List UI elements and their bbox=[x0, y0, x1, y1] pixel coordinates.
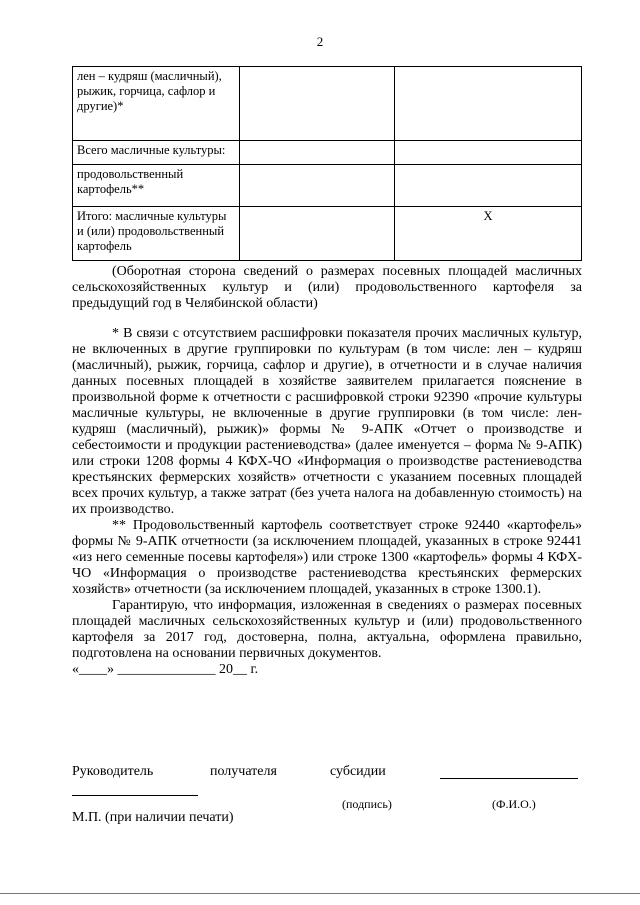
page-number: 2 bbox=[316, 34, 324, 49]
signature-line bbox=[72, 795, 198, 796]
table-caption: (Оборотная сторона сведений о размерах посевных площадей масличных сельскохозяйственных культур и (или) продовольственного картофеля за предыдущий год в Челябинской области) bbox=[72, 264, 582, 311]
table-cell-label: Итого: масличные культуры и (или) продовольственный картофель bbox=[73, 207, 240, 261]
name-caption: (Ф.И.О.) bbox=[492, 797, 536, 811]
table-row bbox=[73, 165, 582, 207]
table-cell bbox=[395, 67, 582, 141]
document-body bbox=[72, 264, 582, 678]
signature-word-head: Руководитель bbox=[72, 764, 154, 779]
table-row bbox=[73, 141, 582, 165]
name-line bbox=[440, 778, 578, 779]
scan-edge-divider bbox=[0, 893, 640, 894]
table-cell bbox=[240, 141, 395, 165]
footnote-oil-crops: * В связи с отсутствием расшифровки показателя прочих масличных культур, не включенных в другие группировки по культурам (в том числе: лен – кудряш (масличный), рыжик, горчица, сафлор и другие), в отчетности и в случае наличия данных посевных площадей в хозяйстве заявителем прилагается пояснение в произвольной форме к отчетности с расшифровкой строки 92390 «прочие культуры масличные культуры, не включенные в другие группировки (в том числе: лен-кудряш (масличный), рыжик)» формы № 9-АПК «Отчет о производстве и себестоимости и продукции растениеводства» (далее именуется – форма № 9-АПК) или строки 1208 формы 4 КФХ-ЧО «Информация о производстве растениеводства крестьянских фермерских хозяйств» отчетности с указанием посевных площадей всех прочих культур, а также затрат (без учета налога на добавленную стоимость) на их производство. bbox=[72, 326, 582, 517]
signature-word-subsidy: субсидии bbox=[330, 764, 386, 779]
date-line: «____» ______________ 20__ г. bbox=[72, 662, 259, 677]
table-cell bbox=[395, 141, 582, 165]
table-cell-label: Всего масличные культуры: bbox=[73, 141, 240, 165]
table-row bbox=[73, 207, 582, 261]
table-cell bbox=[240, 67, 395, 141]
footnote-potato: ** Продовольственный картофель соответствует строке 92440 «картофель» формы № 9-АПК отчетности (за исключением площадей, указанных в строке 92441 «из него семенные посевы картофеля») или строке 1300 «картофель» формы 4 КФХ-ЧО «Информация о производстве растениеводства крестьянских фермерских хозяйств» отчетности (за исключением площадей, указанных в строке 1300.1). bbox=[72, 518, 582, 597]
table-row bbox=[73, 67, 582, 141]
guarantee-paragraph: Гарантирую, что информация, изложенная в сведениях о размерах посевных площадей масличных сельскохозяйственных культур и (или) продовольственного картофеля за 2017 год, достоверна, полна, актуальна, оформлена правильно, подготовлена на основании первичных документов. bbox=[72, 598, 582, 661]
table-cell-label: лен – кудряш (масличный), рыжик, горчица, сафлор и другие)* bbox=[73, 67, 240, 141]
crop-area-table bbox=[72, 66, 582, 261]
seal-note: М.П. (при наличии печати) bbox=[72, 810, 234, 825]
table-cell bbox=[395, 165, 582, 207]
table-cell bbox=[240, 207, 395, 261]
signature-caption: (подпись) bbox=[342, 797, 392, 811]
table-cell bbox=[240, 165, 395, 207]
table-cell-label: продовольственный картофель** bbox=[73, 165, 240, 207]
signature-word-recipient: получателя bbox=[210, 764, 277, 779]
table-cell-total-mark: Х bbox=[395, 207, 582, 261]
